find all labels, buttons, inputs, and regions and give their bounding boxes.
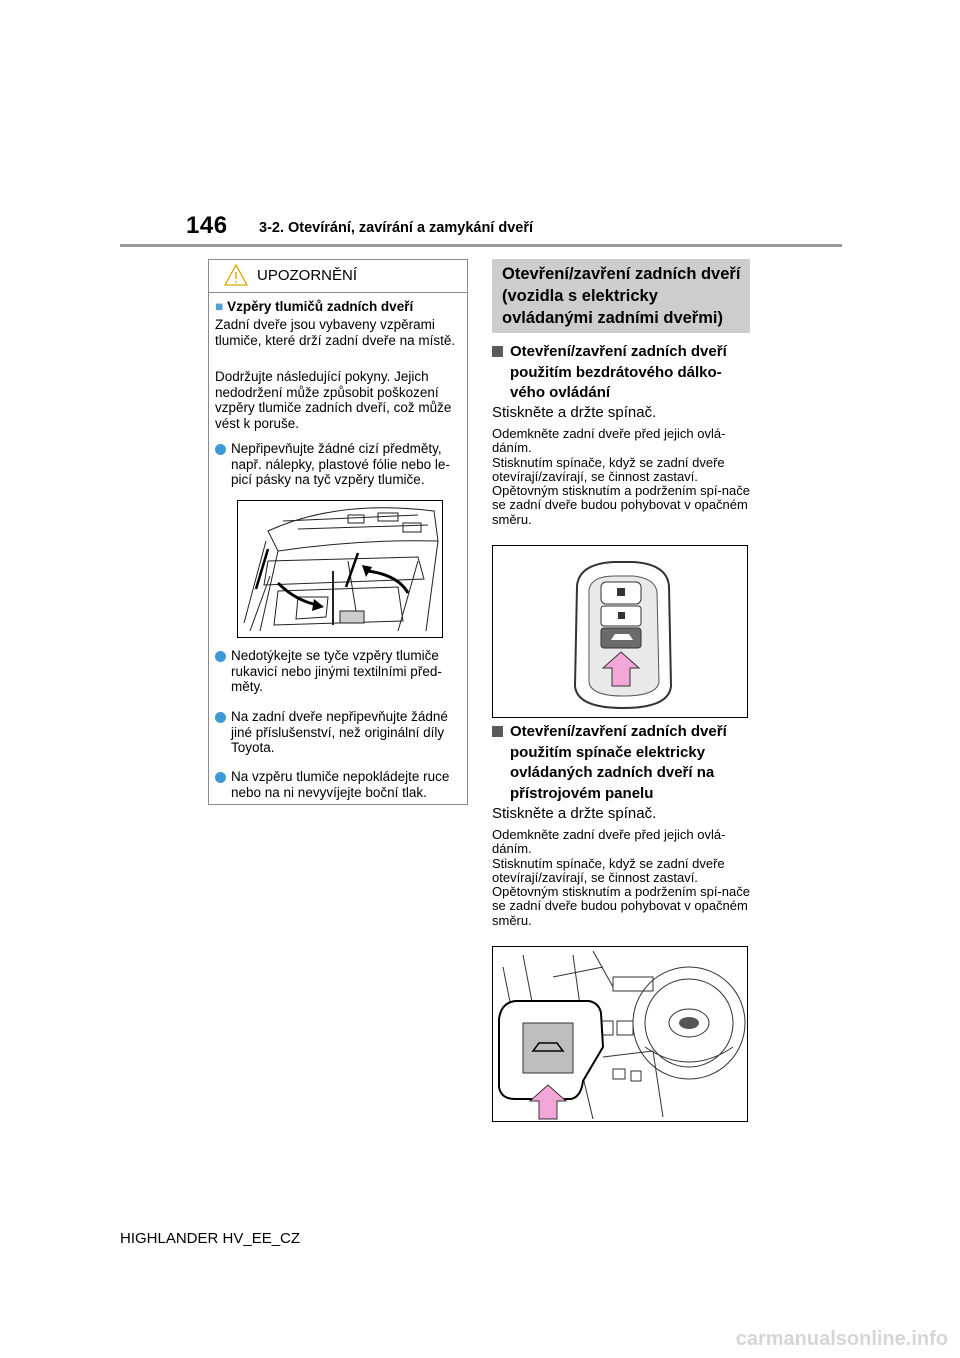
note-text: Odemkněte zadní dveře před jejich ovlá-dáním. Stisknutím spínače, když se zadní dveře otevírají/zavírají, se činnost zastaví. Opětovným stisknutím a podržením spí-nače se zadní dveře budou pohybovat v opačném směru. [492, 426, 750, 527]
warning-title: UPOZORNĚNÍ [257, 267, 358, 284]
tailgate-strut-illustration [237, 500, 443, 638]
warning-triangle-icon [223, 263, 249, 287]
watermark: carmanualsonline.info [735, 1328, 948, 1350]
warning-paragraph: Dodržujte následující pokyny. Jejich nedodržení může způsobit poškození vzpěry tlumiče zadních dveří, což může vést k poruše. [215, 369, 452, 431]
warning-bullet: Na vzpěru tlumiče nepokládejte ruce nebo na ni nevyvíjejte boční tlak. [215, 769, 463, 800]
remote-key-illustration [492, 545, 748, 718]
section-heading-box [492, 259, 750, 333]
header-divider [120, 244, 842, 247]
dashboard-switch-illustration [492, 946, 748, 1122]
warning-bullet: Na zadní dveře nepřipevňujte žádné jiné příslušenství, než originální díly Toyota. [215, 709, 463, 756]
chapter-title: 3-2. Otevírání, zavírání a zamykání dveří [259, 220, 534, 236]
page-number: 146 [186, 212, 228, 239]
warning-subheading: ■ Vzpěry tlumičů zadních dveří [215, 299, 414, 314]
warning-paragraph: Zadní dveře jsou vybaveny vzpěrami tlumiče, které drží zadní dveře na místě. [215, 317, 456, 348]
note-text: Odemkněte zadní dveře před jejich ovlá-dáním. Stisknutím spínače, když se zadní dveře otevírají/zavírají, se činnost zastaví. Opětovným stisknutím a podržením spí-nače se zadní dveře budou pohybovat v opačném směru. [492, 827, 750, 928]
subheading-panel-switch: Otevření/zavření zadních dveří použitím spínače elektricky ovládaných zadních dveří na přístrojovém panelu [492, 722, 754, 804]
warning-header [209, 260, 467, 293]
instruction: Stiskněte a držte spínač. [492, 404, 657, 421]
section-heading: Otevření/zavření zadních dveří (vozidla s elektricky ovládanými zadními dveřmi) [502, 265, 741, 327]
warning-bullet: Nepřipevňujte žádné cizí předměty, např. nálepky, plastové fólie nebo le-picí pásky na tyč vzpěry tlumiče. [215, 441, 463, 488]
footer-model: HIGHLANDER HV_EE_CZ [120, 1230, 301, 1247]
subheading-remote: Otevření/zavření zadních dveří použitím bezdrátového dálko-vého ovládání [492, 342, 754, 404]
warning-box [208, 259, 468, 805]
warning-bullet: Nedotýkejte se tyče vzpěry tlumiče rukavicí nebo jinými textilními před-měty. [215, 648, 463, 695]
instruction: Stiskněte a držte spínač. [492, 805, 657, 822]
